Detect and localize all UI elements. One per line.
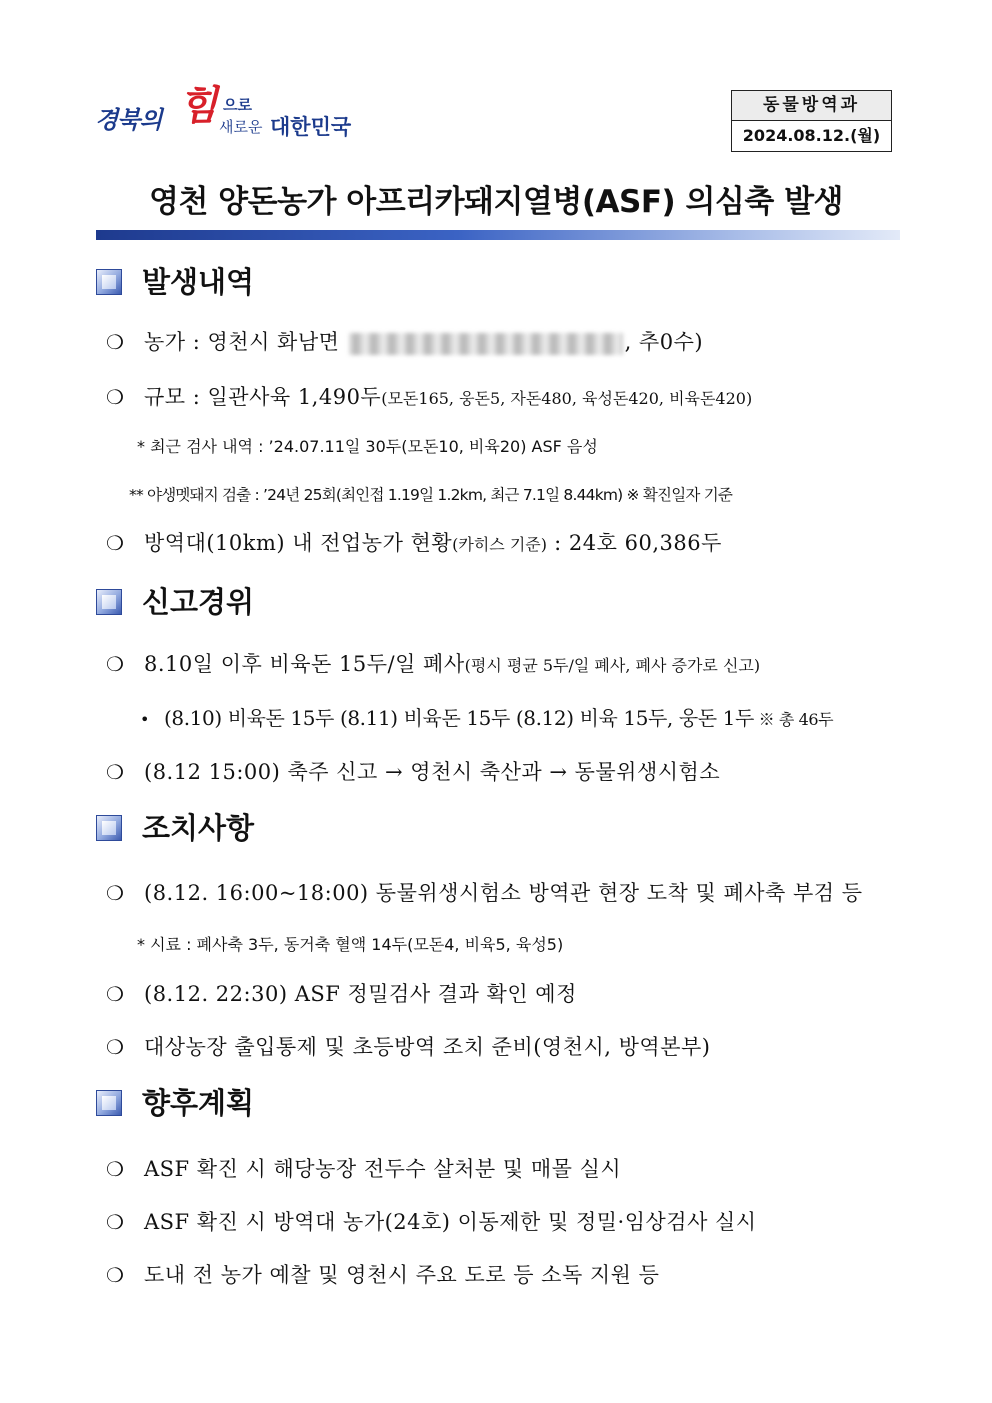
hollow-circle-bullet-icon: ❍	[106, 760, 125, 784]
logo-script-text: 경북의	[95, 105, 162, 134]
section-title: 발생내역	[142, 265, 255, 299]
farm-owner-suffix: , 추0수)	[624, 330, 704, 354]
note-recent-test: * 최근 검사 내역 : ’24.07.11일 30두(모돈10, 비육20) ASF 음성	[137, 437, 598, 456]
logo-him-text: 힘	[179, 82, 218, 129]
list-item-zone-farms	[106, 527, 722, 557]
list-item-disinfection	[106, 1259, 659, 1289]
section-title: 조치사항	[142, 811, 255, 845]
culling-text: ASF 확진 시 해당농장 전두수 살처분 및 매몰 실시	[144, 1157, 622, 1181]
department-label: 동물방역과	[732, 91, 891, 121]
zone-source: (카히스 기준)	[452, 535, 547, 554]
zone-count: : 24호 60,386두	[547, 531, 722, 555]
hollow-circle-bullet-icon: ❍	[106, 881, 125, 905]
logo-eulo-text: 으로	[223, 96, 252, 114]
farm-address-prefix: 농가 : 영천시 화남면	[144, 330, 347, 354]
section-title: 향후계획	[142, 1086, 255, 1120]
dot-bullet-icon: •	[140, 710, 150, 729]
list-item-report-flow	[106, 756, 720, 786]
hollow-circle-bullet-icon: ❍	[106, 330, 125, 354]
hollow-circle-bullet-icon: ❍	[106, 531, 125, 555]
hollow-circle-bullet-icon: ❍	[106, 982, 125, 1006]
hollow-circle-bullet-icon: ❍	[106, 652, 125, 676]
list-item-deaths	[106, 648, 760, 678]
list-item-lab-result	[106, 978, 577, 1008]
zone-main: 방역대(10km) 내 전업농가 현황	[144, 531, 453, 555]
logo-korea-text: 대한민국	[270, 115, 352, 139]
list-item-movement-restriction	[106, 1206, 757, 1236]
list-item-daily-deaths	[140, 702, 833, 731]
square-bullet-icon	[96, 1090, 122, 1116]
hollow-circle-bullet-icon: ❍	[106, 1210, 125, 1234]
title-underline-bar	[96, 230, 900, 240]
redacted-address	[349, 333, 623, 355]
hollow-circle-bullet-icon: ❍	[106, 1263, 125, 1287]
hollow-circle-bullet-icon: ❍	[106, 1035, 125, 1059]
note-wild-boar: ** 야생멧돼지 검출 : ’24년 25회(최인접 1.19일 1.2km, 최근 7.1일 8.44km) ※ 확진일자 기준	[129, 486, 733, 504]
list-item-culling	[106, 1153, 621, 1183]
page-title: 영천 양돈농가 아프리카돼지열병(ASF) 의심축 발생	[149, 184, 843, 220]
logo-saeroun-text: 새로운	[219, 118, 263, 136]
square-bullet-icon	[96, 269, 122, 295]
list-item-access-control	[106, 1031, 710, 1061]
square-bullet-icon	[96, 815, 122, 841]
deaths-main: 8.10일 이후 비육돈 15두/일 폐사	[144, 652, 465, 676]
report-date: 2024.08.12.(월)	[742, 126, 881, 145]
inspection-text: (8.12. 16:00~18:00) 동물위생시험소 방역관 현장 도착 및 폐사축 부검 등	[144, 881, 863, 905]
scale-main: 규모 : 일관사육 1,490두	[144, 385, 382, 409]
hollow-circle-bullet-icon: ❍	[106, 1157, 125, 1181]
list-item-farm	[106, 326, 703, 356]
scale-breakdown: (모돈165, 웅돈5, 자돈480, 육성돈420, 비육돈420)	[381, 389, 753, 408]
note-samples: * 시료 : 폐사축 3두, 동거축 혈액 14두(모돈4, 비육5, 육성5)	[137, 935, 564, 954]
report-flow-text: (8.12 15:00) 축주 신고 → 영천시 축산과 → 동물위생시험소	[144, 760, 721, 784]
section-title: 신고경위	[142, 585, 255, 619]
movement-restriction-text: ASF 확진 시 방역대 농가(24호) 이동제한 및 정밀·임상검사 실시	[144, 1210, 757, 1234]
department-date-box	[731, 90, 892, 152]
list-item-scale	[106, 381, 752, 411]
daily-deaths-main: (8.10) 비육돈 15두 (8.11) 비육돈 15두 (8.12) 비육 15두, 웅돈 1두	[164, 706, 754, 730]
disinfection-text: 도내 전 농가 예찰 및 영천시 주요 도로 등 소독 지원 등	[144, 1263, 660, 1287]
deaths-note: (평시 평균 5두/일 폐사, 폐사 증가로 신고)	[464, 656, 761, 675]
daily-deaths-total: ※ 총 46두	[753, 710, 834, 729]
lab-result-text: (8.12. 22:30) ASF 정밀검사 결과 확인 예정	[144, 982, 577, 1006]
square-bullet-icon	[96, 589, 122, 615]
list-item-inspection	[106, 877, 863, 907]
hollow-circle-bullet-icon: ❍	[106, 385, 125, 409]
gyeongbuk-logo	[95, 82, 385, 152]
access-control-text: 대상농장 출입통제 및 초등방역 조치 준비(영천시, 방역본부)	[144, 1035, 711, 1059]
